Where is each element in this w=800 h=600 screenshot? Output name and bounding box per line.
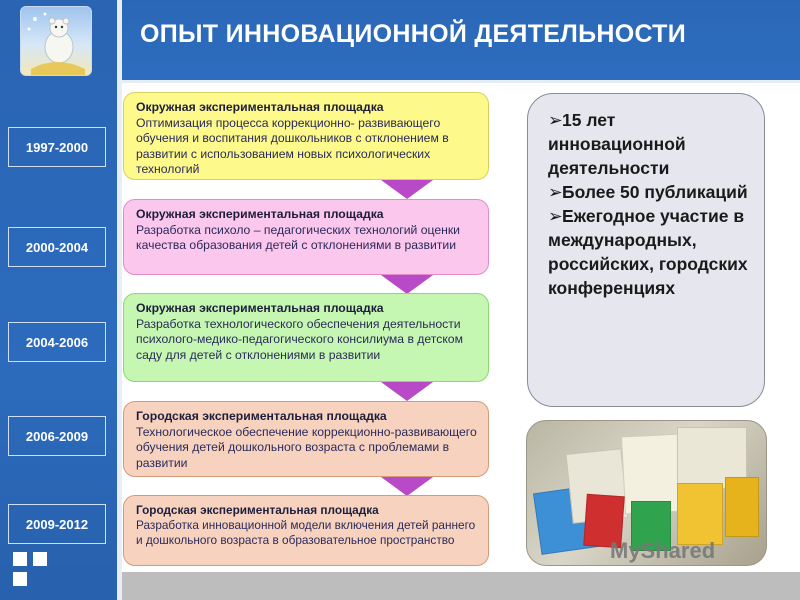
stage-heading: Городская экспериментальная площадка [136,503,379,517]
callout-item-text: Ежегодное участие в международных, российских, городских конференциях [548,206,748,298]
stage-box-1 [123,92,489,180]
book-cover-image [725,477,759,537]
stage-heading: Городская экспериментальная площадка [136,409,387,423]
down-arrow-icon [381,275,433,294]
callout-item [548,204,754,300]
book-cover-image [677,483,723,545]
arrow-bullet-icon: ➢ [548,182,563,202]
stage-heading: Окружная экспериментальная площадка [136,100,384,114]
down-arrow-icon [381,180,433,199]
stage-text: Разработка психоло – педагогических технологий оценки качества образования детей с отклонениями в развитии [136,222,460,252]
year-label-1: 1997-2000 [8,127,106,167]
decor-square [13,552,27,566]
stage-box-3 [123,293,489,382]
year-label-4: 2006-2009 [8,416,106,456]
stage-box-5 [123,495,489,566]
stage-text: Оптимизация процесса коррекционно- развивающего обучения и воспитания дошкольников с отклонением в развитии с использованием новых психологических технологий [136,115,449,176]
callout-item [548,108,754,180]
achievements-callout [527,93,765,407]
stage-text: Разработка инновационной модели включения детей раннего и дошкольного возраста в образовательное пространство [136,518,476,547]
stage-box-4 [123,401,489,477]
callout-item-text: 15 лет инновационной деятельности [548,110,686,178]
decor-square [33,552,47,566]
stage-heading: Окружная экспериментальная площадка [136,301,384,315]
year-label-5: 2009-2012 [8,504,106,544]
year-label-3: 2004-2006 [8,322,106,362]
logo-polar-bear-icon [20,6,92,76]
watermark: MyShared [610,538,716,563]
stage-text: Разработка технологического обеспечения деятельности психолого-медико-педагогического консилиума в детском саду для детей с отклонениями в развитии [136,316,463,362]
title-underline [122,80,800,83]
down-arrow-icon [381,382,433,401]
decor-square [13,572,27,586]
stage-heading: Окружная экспериментальная площадка [136,207,384,221]
sidebar-divider [117,0,122,600]
arrow-bullet-icon: ➢ [548,110,563,130]
callout-item-text: Более 50 публикаций [562,182,748,202]
down-arrow-icon [381,477,433,496]
page-title: ОПЫТ ИННОВАЦИОННОЙ ДЕЯТЕЛЬНОСТИ [140,20,687,48]
arrow-bullet-icon: ➢ [548,206,563,226]
bottom-band [122,572,800,600]
stage-text: Технологическое обеспечение коррекционно-развивающего обучения детей дошкольного возраста с проблемами в развитии [136,424,477,470]
stage-box-2 [123,199,489,275]
callout-item [548,180,754,204]
year-label-2: 2000-2004 [8,227,106,267]
